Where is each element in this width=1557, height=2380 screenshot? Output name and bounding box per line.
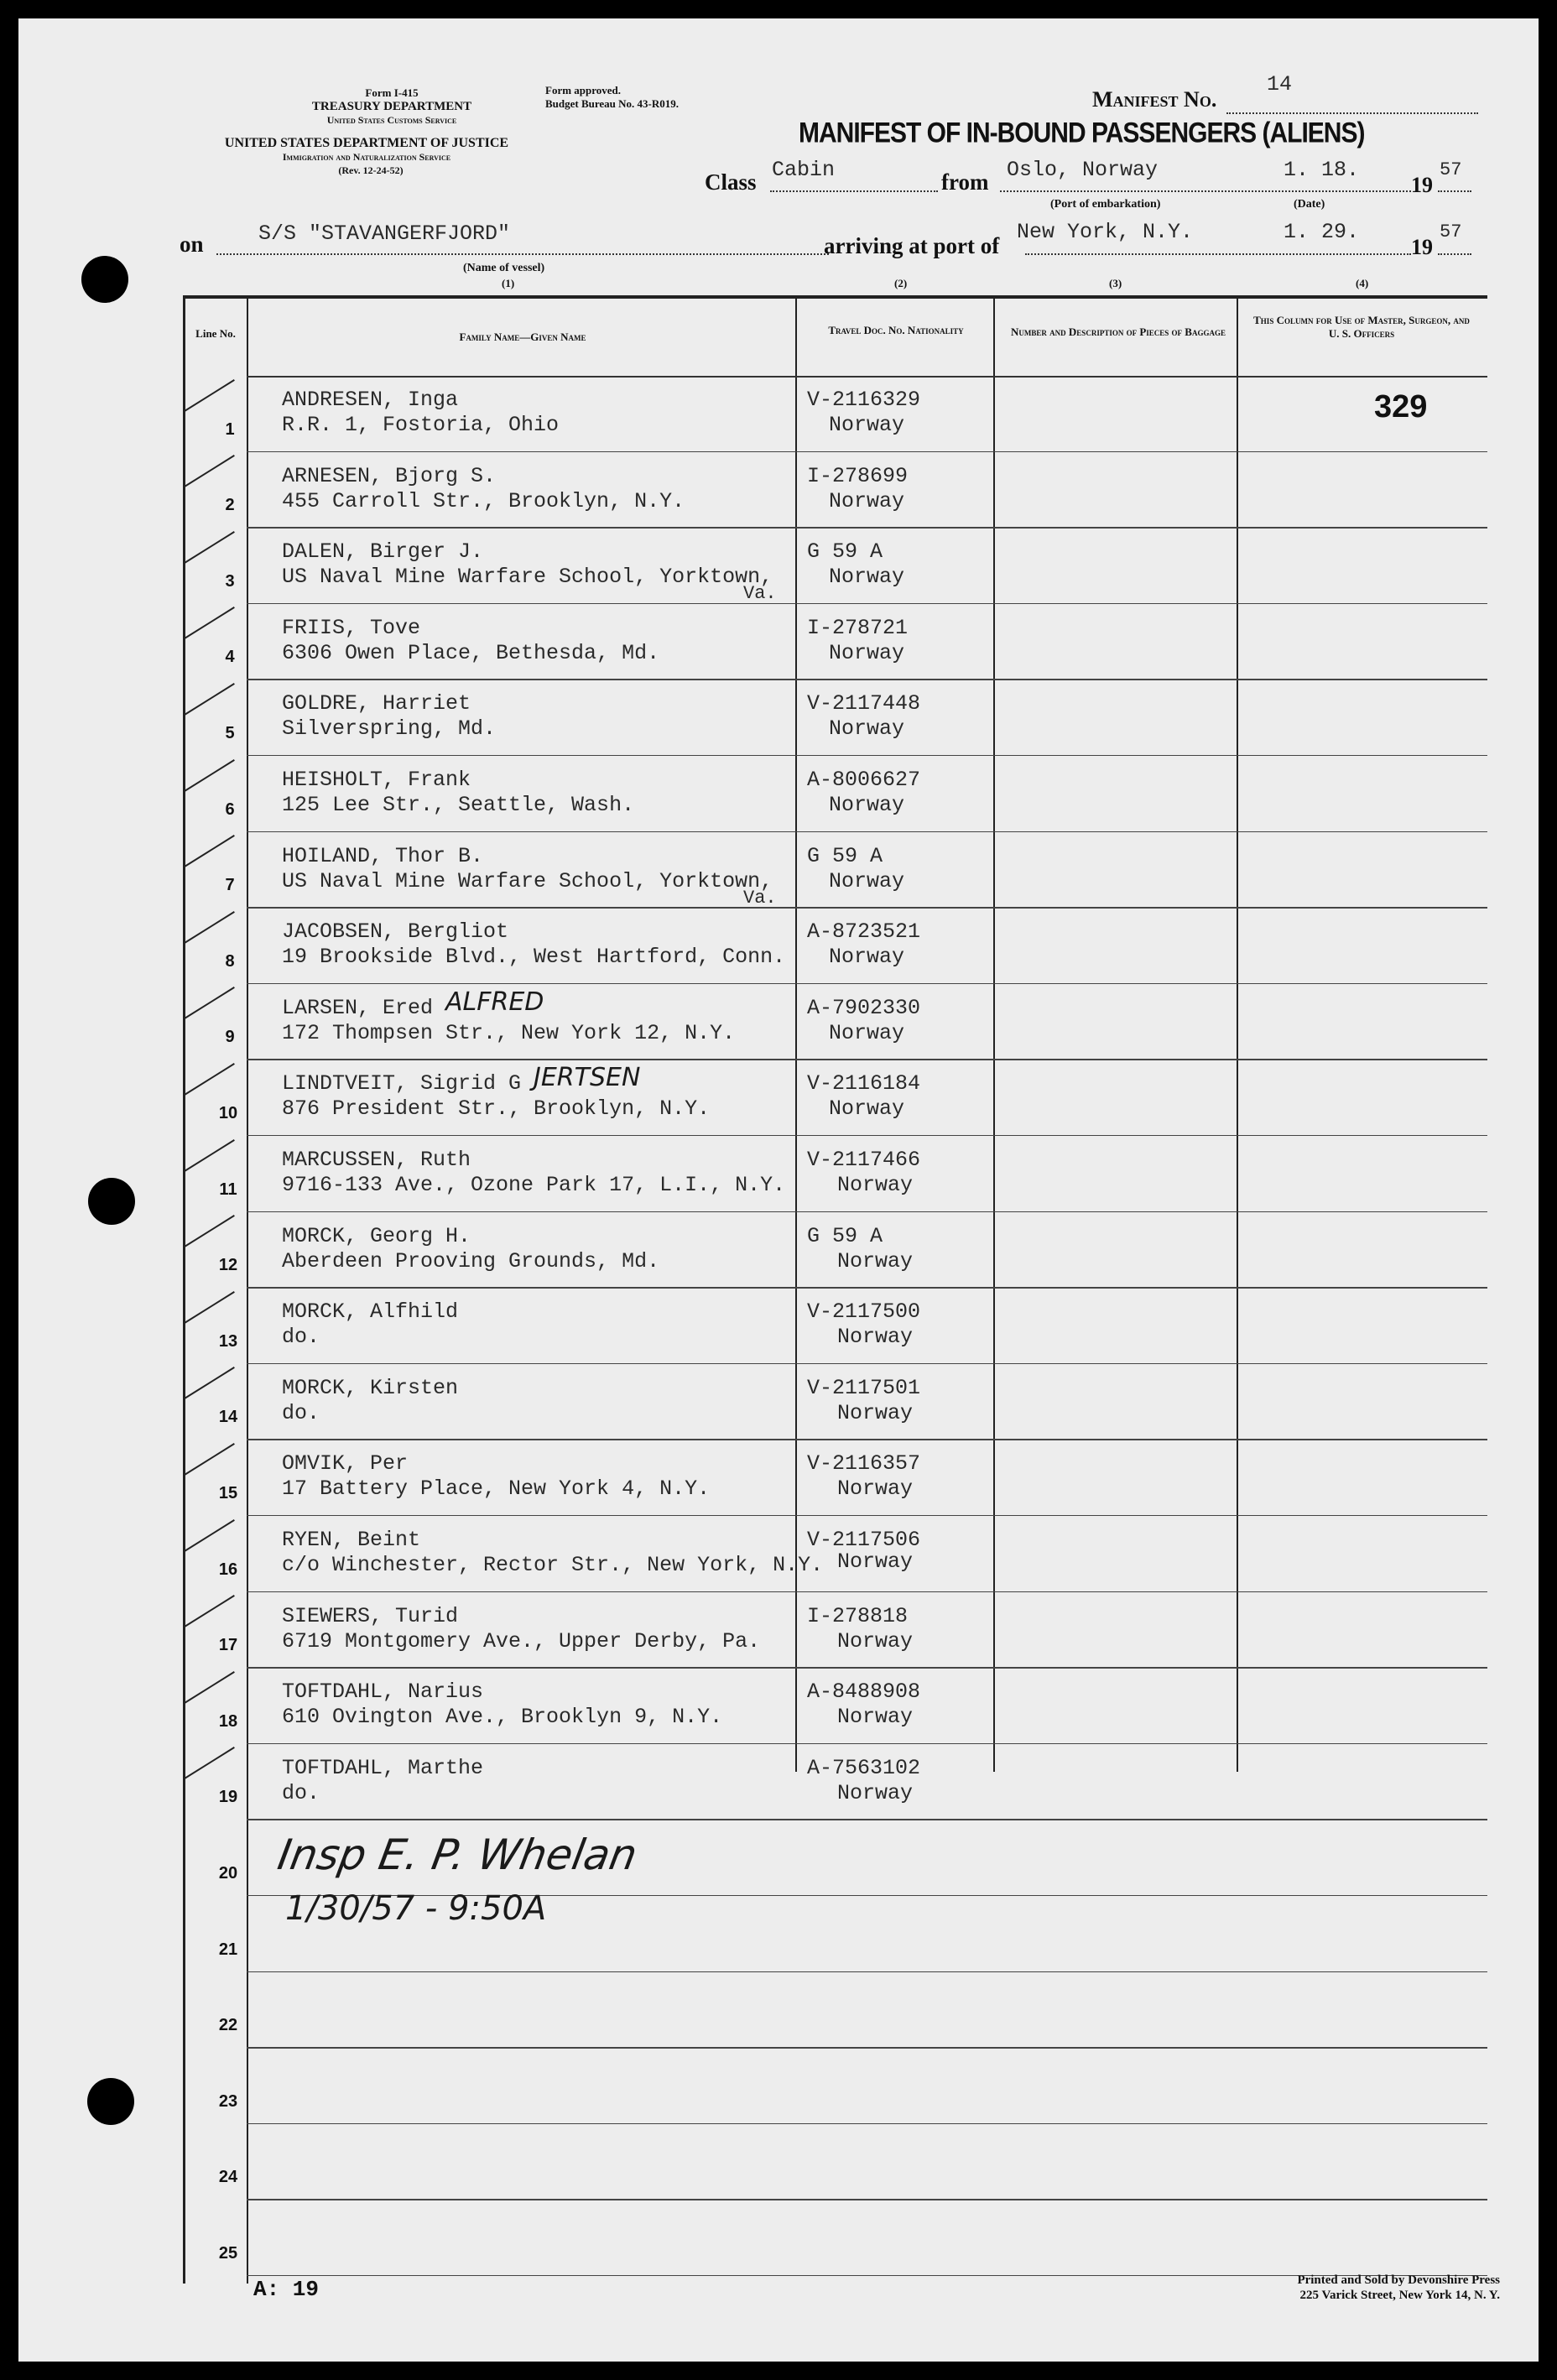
form-number: Form I-415 xyxy=(365,86,419,99)
year-line-2 xyxy=(1438,253,1471,255)
check-mark xyxy=(184,1291,234,1324)
table-row xyxy=(183,1744,1487,1820)
line-number: 8 xyxy=(225,951,235,971)
class-value: Cabin xyxy=(772,158,836,182)
col2-no: (2) xyxy=(894,277,908,289)
revision-date: (Rev. 12-24-52) xyxy=(338,164,404,176)
table-row xyxy=(183,1668,1487,1744)
travel-doc-number: A-8488908 xyxy=(807,1680,921,1705)
line-number: 5 xyxy=(225,723,235,742)
passenger-address: c/o Winchester, Rector Str., New York, N.Y. xyxy=(282,1553,824,1577)
check-mark xyxy=(184,1747,234,1779)
table-row xyxy=(183,452,1487,529)
from-date: 1. 18. xyxy=(1284,158,1360,182)
line-number: 19 xyxy=(218,1788,238,1807)
travel-doc-number: A-8006627 xyxy=(807,768,921,792)
table-row xyxy=(183,984,1487,1060)
travel-doc-number: V-2116184 xyxy=(807,1071,921,1096)
passenger-name: SIEWERS, Turid xyxy=(282,1603,459,1628)
nationality: Norway xyxy=(829,640,905,665)
from-label: from xyxy=(941,169,989,195)
passenger-name: MORCK, Georg H. xyxy=(282,1223,471,1248)
line-number: 20 xyxy=(218,1863,238,1883)
check-mark xyxy=(184,1063,234,1096)
table-row xyxy=(183,2200,1487,2276)
line-number: 6 xyxy=(225,799,235,819)
passenger-address: 455 Carroll Str., Brooklyn, N.Y. xyxy=(282,488,685,513)
header-officers: This Column for Use of Master, Surgeon, and U. S. Officers xyxy=(1253,314,1470,340)
nationality: Norway xyxy=(837,1173,914,1197)
table-row xyxy=(183,1136,1487,1212)
table-row xyxy=(183,528,1487,604)
inspection-date: 1/30/57 - 9:50A xyxy=(285,1889,547,1928)
line-number: 12 xyxy=(218,1256,238,1275)
punch-hole xyxy=(81,256,128,303)
punch-hole xyxy=(88,1178,135,1225)
passenger-name: ARNESEN, Bjorg S. xyxy=(282,463,497,488)
port-caption: (Port of embarkation) xyxy=(1050,198,1161,211)
manifest-no-label: Manifest No. xyxy=(1092,87,1217,112)
travel-doc-number: V-2116357 xyxy=(807,1451,921,1476)
officer-note: 329 xyxy=(1374,389,1428,424)
table-row xyxy=(183,2048,1487,2124)
nationality: Norway xyxy=(837,1325,914,1350)
check-mark xyxy=(184,531,234,564)
travel-doc-number: A-7563102 xyxy=(807,1755,921,1780)
year-prefix-2: 19 xyxy=(1411,235,1433,259)
check-mark xyxy=(184,1671,234,1704)
travel-doc-number: V-2116329 xyxy=(807,388,921,412)
header-line-no: Line No. xyxy=(195,327,236,340)
table-row xyxy=(183,1516,1487,1592)
travel-doc-number: G 59 A xyxy=(807,1223,883,1248)
check-mark xyxy=(184,1139,234,1172)
arrival-line xyxy=(1025,253,1411,255)
date-caption: (Date) xyxy=(1294,198,1325,211)
check-mark xyxy=(184,911,234,944)
on-label: on xyxy=(180,232,204,257)
passenger-address-cont: Va. xyxy=(743,583,777,605)
line-number: 24 xyxy=(218,2168,238,2187)
form-approved: Form approved. xyxy=(545,84,622,96)
line-number: 15 xyxy=(218,1483,238,1502)
nationality: Norway xyxy=(837,1780,914,1805)
arrival-date: 1. 29. xyxy=(1284,220,1360,244)
table-row xyxy=(183,1288,1487,1364)
nationality: Norway xyxy=(837,1549,914,1574)
nationality: Norway xyxy=(837,1248,914,1273)
arrival-port: New York, N.Y. xyxy=(1017,220,1194,244)
travel-doc-number: G 59 A xyxy=(807,843,883,868)
punch-hole xyxy=(87,2078,134,2125)
manifest-table xyxy=(183,277,1487,2290)
col1-no: (1) xyxy=(502,277,515,289)
passenger-address: 125 Lee Str., Seattle, Wash. xyxy=(282,793,635,817)
from-value: Oslo, Norway xyxy=(1007,158,1159,182)
passenger-name: HOILAND, Thor B. xyxy=(282,843,484,868)
vessel-caption: (Name of vessel) xyxy=(463,262,545,274)
check-mark xyxy=(184,1443,234,1476)
nationality: Norway xyxy=(837,1400,914,1425)
table-row xyxy=(183,832,1487,909)
travel-doc-number: I-278699 xyxy=(807,463,909,488)
passenger-name: JACOBSEN, Bergliot xyxy=(282,919,509,945)
nationality: Norway xyxy=(837,1476,914,1502)
passenger-name: ANDRESEN, Inga xyxy=(282,388,459,412)
line-number: 3 xyxy=(225,571,235,591)
line-number: 9 xyxy=(225,1028,235,1047)
check-mark xyxy=(184,1215,234,1247)
printer-line-1: Printed and Sold by Devonshire Press xyxy=(1297,2273,1500,2287)
passenger-address-cont: Va. xyxy=(743,887,777,909)
passenger-name: OMVIK, Per xyxy=(282,1451,409,1476)
year-prefix-1: 19 xyxy=(1411,173,1433,197)
check-mark xyxy=(184,607,234,639)
col4-no: (4) xyxy=(1356,277,1369,289)
passenger-name: LINDTVEIT, Sigrid G xyxy=(282,1071,522,1096)
passenger-address: 9716-133 Ave., Ozone Park 17, L.I., N.Y. xyxy=(282,1173,786,1197)
nationality: Norway xyxy=(829,1020,905,1045)
from-line xyxy=(1000,190,1411,192)
check-mark xyxy=(184,1367,234,1399)
table-row xyxy=(183,908,1487,984)
nationality: Norway xyxy=(837,1628,914,1654)
line-number: 23 xyxy=(218,2091,238,2111)
header-doc: Travel Doc. No. Nationality xyxy=(828,324,964,336)
budget-bureau: Budget Bureau No. 43-R019. xyxy=(545,97,680,110)
table-row xyxy=(183,1060,1487,1136)
line-number: 14 xyxy=(218,1408,238,1427)
table-row xyxy=(183,376,1487,452)
year-suffix-2: 57 xyxy=(1440,221,1462,242)
justice-dept: UNITED STATES DEPARTMENT OF JUSTICE xyxy=(224,136,509,150)
line-number: 21 xyxy=(218,1940,238,1959)
passenger-address: US Naval Mine Warfare School, Yorktown, xyxy=(282,868,773,893)
manifest-no-line xyxy=(1226,112,1478,114)
passenger-address: do. xyxy=(282,1325,320,1350)
line-number: 4 xyxy=(225,648,235,667)
table-row xyxy=(183,1212,1487,1289)
ins-service: Immigration and Naturalization Service xyxy=(282,151,451,163)
line-number: 17 xyxy=(218,1636,238,1655)
travel-doc-number: V-2117506 xyxy=(807,1528,921,1552)
col3-no: (3) xyxy=(1109,277,1122,289)
passenger-address: 610 Ovington Ave., Brooklyn 9, N.Y. xyxy=(282,1705,723,1730)
line-number: 18 xyxy=(218,1711,238,1731)
passenger-name: LARSEN, Ered xyxy=(282,995,434,1020)
vessel-line xyxy=(216,253,829,255)
table-row xyxy=(183,2124,1487,2200)
check-mark xyxy=(184,379,234,412)
page-title: MANIFEST OF IN-BOUND PASSENGERS (ALIENS) xyxy=(799,117,1365,149)
passenger-address: do. xyxy=(282,1400,320,1425)
nationality: Norway xyxy=(829,413,905,437)
line-number: 13 xyxy=(218,1331,238,1351)
table-row xyxy=(183,1972,1487,2049)
passenger-name: MORCK, Kirsten xyxy=(282,1375,459,1400)
passenger-address: US Naval Mine Warfare School, Yorktown, xyxy=(282,565,773,590)
nationality: Norway xyxy=(829,945,905,970)
travel-doc-number: V-2117501 xyxy=(807,1375,921,1400)
passenger-address: do. xyxy=(282,1780,320,1805)
handwritten-correction: JERTSEN xyxy=(534,1063,641,1093)
passenger-address: 172 Thompsen Str., New York 12, N.Y. xyxy=(282,1020,736,1045)
passenger-name: DALEN, Birger J. xyxy=(282,539,484,565)
passenger-address: 6719 Montgomery Ave., Upper Derby, Pa. xyxy=(282,1628,761,1654)
year-suffix-1: 57 xyxy=(1440,159,1462,180)
passenger-name: RYEN, Beint xyxy=(282,1528,421,1552)
manifest-no-value: 14 xyxy=(1267,72,1293,96)
check-mark xyxy=(184,759,234,792)
handwritten-correction: ALFRED xyxy=(445,987,544,1017)
passenger-name: MARCUSSEN, Ruth xyxy=(282,1148,471,1172)
table-row xyxy=(183,604,1487,680)
line-number: 22 xyxy=(218,2016,238,2035)
arriving-label: arriving at port of xyxy=(824,233,1000,258)
nationality: Norway xyxy=(829,716,905,742)
nationality: Norway xyxy=(829,793,905,817)
line-number: 16 xyxy=(218,1560,238,1579)
nationality: Norway xyxy=(829,1096,905,1122)
footer-left-code: A: 19 xyxy=(253,2277,320,2302)
line-number: 7 xyxy=(225,876,235,895)
table-row xyxy=(183,1440,1487,1516)
travel-doc-number: V-2117466 xyxy=(807,1148,921,1172)
check-mark xyxy=(184,1595,234,1627)
passenger-address: Silverspring, Md. xyxy=(282,716,497,742)
check-mark xyxy=(184,455,234,487)
inspector-signature: Insp E. P. Whelan xyxy=(273,1831,641,1879)
passenger-name: TOFTDAHL, Narius xyxy=(282,1680,484,1705)
passenger-name: HEISHOLT, Frank xyxy=(282,768,471,792)
vessel-name: S/S "STAVANGERFJORD" xyxy=(258,221,511,246)
line-number: 2 xyxy=(225,496,235,515)
passenger-address: 17 Battery Place, New York 4, N.Y. xyxy=(282,1476,711,1502)
travel-doc-number: A-8723521 xyxy=(807,919,921,945)
travel-doc-number: G 59 A xyxy=(807,539,883,565)
nationality: Norway xyxy=(829,565,905,590)
nationality: Norway xyxy=(837,1705,914,1730)
passenger-address: R.R. 1, Fostoria, Ohio xyxy=(282,413,560,437)
passenger-name: TOFTDAHL, Marthe xyxy=(282,1755,484,1780)
manifest-page xyxy=(18,18,1539,2362)
passenger-name: GOLDRE, Harriet xyxy=(282,691,471,716)
table-row xyxy=(183,680,1487,756)
passenger-address: Aberdeen Prooving Grounds, Md. xyxy=(282,1248,660,1273)
treasury-dept: TREASURY DEPARTMENT xyxy=(311,100,472,113)
passenger-name: FRIIS, Tove xyxy=(282,615,421,640)
table-row xyxy=(183,756,1487,832)
class-label: Class xyxy=(705,169,757,195)
table-top-border xyxy=(183,295,1487,299)
check-mark xyxy=(184,835,234,867)
header-baggage: Number and Description of Pieces of Baggage xyxy=(1011,325,1226,338)
customs-service: United States Customs Service xyxy=(326,114,457,126)
travel-doc-number: V-2117448 xyxy=(807,691,921,716)
nationality: Norway xyxy=(829,488,905,513)
line-number: 1 xyxy=(225,419,235,439)
travel-doc-number: V-2117500 xyxy=(807,1299,921,1325)
passenger-name: MORCK, Alfhild xyxy=(282,1299,459,1325)
travel-doc-number: A-7902330 xyxy=(807,995,921,1020)
header-name: Family Name—Given Name xyxy=(459,331,586,343)
table-row xyxy=(183,1364,1487,1440)
travel-doc-number: I-278818 xyxy=(807,1603,909,1628)
passenger-address: 876 President Str., Brooklyn, N.Y. xyxy=(282,1096,711,1122)
year-line-1 xyxy=(1438,190,1471,192)
check-mark xyxy=(184,1519,234,1552)
line-number: 10 xyxy=(218,1103,238,1122)
line-number: 25 xyxy=(218,2243,238,2263)
class-line xyxy=(770,190,938,192)
table-row xyxy=(183,1592,1487,1669)
passenger-address: 19 Brookside Blvd., West Hartford, Conn. xyxy=(282,945,786,970)
passenger-address: 6306 Owen Place, Bethesda, Md. xyxy=(282,640,660,665)
printer-line-2: 225 Varick Street, New York 14, N. Y. xyxy=(1299,2289,1500,2302)
nationality: Norway xyxy=(829,868,905,893)
check-mark xyxy=(184,683,234,716)
line-number: 11 xyxy=(219,1180,237,1199)
check-mark xyxy=(184,987,234,1019)
travel-doc-number: I-278721 xyxy=(807,615,909,640)
